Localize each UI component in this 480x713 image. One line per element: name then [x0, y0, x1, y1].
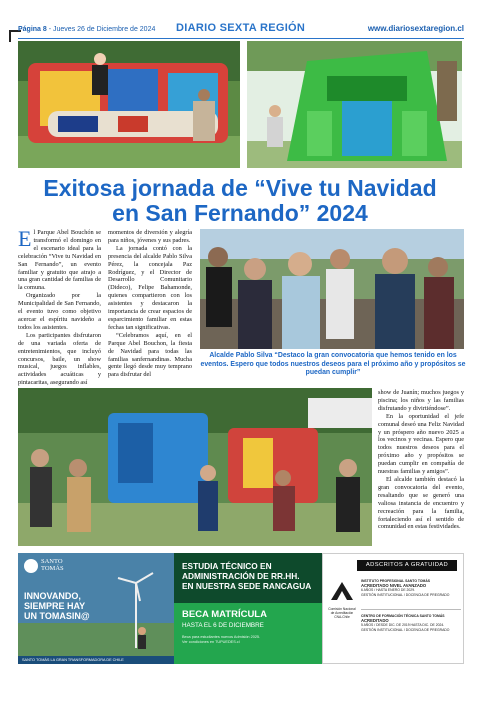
gratuidad-tag: ADSCRITOS A GRATUIDAD — [357, 560, 457, 571]
paragraph: momentos de diversión y alegría para niños, jóvenes y sus padres. — [108, 229, 192, 244]
drop-cap: E — [18, 226, 32, 251]
ad-headline — [182, 561, 311, 591]
article-column-1 — [18, 226, 101, 387]
ip-line-2: ACREDITADO NIVEL AVANZADO — [361, 582, 427, 588]
brand-line-2: TOMÁS — [41, 565, 64, 572]
santo-tomas-logo-icon — [24, 559, 38, 573]
paragraph: El alcalde también destacó la gran convocatoria del evento, resaltando que se generó una valiosa instancia de encuentro y recreación para la familia, fortaleciendo así el sentido de comunidad en estas festividades. — [378, 475, 464, 531]
newspaper-name: DIARIO SEXTA REGIÓN — [176, 22, 306, 34]
fineprint-line-2: Ver condiciones en TUPUEDES.cl — [182, 640, 240, 644]
cft-line-2: ACREDITADO — [361, 617, 389, 623]
cft-line-4: GESTIÓN INSTITUCIONAL / DOCENCIA DE PREGRADO — [361, 627, 450, 632]
cna-logo — [327, 580, 357, 619]
ip-line-1: INSTITUTO PROFESIONAL SANTO TOMÁS — [361, 579, 431, 583]
ad-accreditation-panel — [322, 553, 464, 664]
cft-line-1: CENTRO DE FORMACIÓN TÉCNICA SANTO TOMÁS — [361, 614, 445, 618]
headline-line-1: Exitosa jornada de “Vive tu Navidad — [43, 175, 437, 201]
paragraph: La jornada contó con la presencia del alcalde Pablo Silva Pérez, la concejala Paz Rodríguez, y el Director de Desarrollo Comunitario (Dideco), Felipe Bahamonde, quienes compartieron con los asistentes y destacaron la importancia de crear espacios de esparcimiento familiar en estas fechas tan significativas. — [108, 244, 192, 331]
ad-brand — [41, 558, 64, 572]
ad-beca-box — [174, 603, 322, 664]
photo-mayor-with-crowd — [200, 229, 464, 349]
paragraph: Organizado por la Municipalidad de San Fernando, el evento tuvo como objetivo acercar el espíritu navideño a todos los asistentes. — [18, 292, 101, 331]
paragraph: En la oportunidad el jefe comunal deseó una Feliz Navidad y un próspero año nuevo 2025 a los vecinos y vecinas. Espero que todos nuestros deseos para el próximo año y propósitos se puedan cumplir en compañía de nuestras familias y amigos”. — [378, 412, 464, 476]
beca-title: BECA MATRÍCULA — [182, 609, 267, 620]
headline-line-3: EN NUESTRA SEDE RANCAGUA — [182, 581, 312, 591]
ip-line-3: 6 AÑOS / HASTA ENERO DE 2029. — [361, 588, 416, 593]
cft-line-3: 5 AÑOS / DESDE DIC. DE 2019 HASTA DIC. DE 2024. — [361, 623, 445, 628]
cna-line-3: CNA-Chile — [334, 615, 350, 619]
headline-line-1: ESTUDIA TÉCNICO EN — [182, 561, 272, 571]
page-info: Página 8 - Jueves 26 de Diciembre de 2024 — [18, 26, 156, 33]
cna-line-2: de Acreditación — [330, 611, 354, 615]
paragraph: “Celebramos aquí, en el Parque Abel Bouchon, la fiesta de Navidad para todas las familias sanfernandinas. Mucha gente llegó desde muy temprano para disfrutar del — [108, 331, 192, 379]
cna-text — [327, 607, 357, 619]
cna-line-1: Comisión Nacional — [328, 607, 356, 611]
ad-slogan — [24, 591, 90, 621]
slogan-line-2: SIEMPRE HAY — [24, 601, 86, 611]
website-link[interactable]: www.diariosextaregion.cl — [367, 24, 464, 33]
ad-fineprint — [182, 635, 260, 645]
fineprint-line-1: Beca para estudiantes nuevos Admisión 2025. — [182, 635, 261, 639]
article-headline — [0, 176, 480, 226]
article-column-2 — [108, 229, 192, 379]
beca-date: HASTA EL 6 DE DICIEMBRE — [182, 622, 264, 629]
paragraph: Los participantes disfrutaron de una variada oferta de entretenimientos, que incluyó concursos, baile, un show musical, juegos inflables, actividades acuáticas y pintacaritas, asegurando así — [18, 331, 101, 387]
headline-line-2: en San Fernando” 2024 — [112, 200, 368, 226]
article-column-3 — [378, 389, 464, 531]
ip-accreditation — [361, 579, 461, 597]
photo-inflatable-bouncer — [18, 41, 240, 168]
photo-caption: Alcalde Pablo Silva “Destaco la gran convocatoria que hemos tenido en los eventos. Espero que todos nuestros deseos para el próximo año y propósitos se puedan cumplir” — [200, 352, 466, 377]
headline-line-2: ADMINISTRACIÓN DE RR.HH. — [182, 571, 300, 581]
header-rule — [18, 38, 464, 39]
ad-course-panel — [174, 553, 322, 664]
cna-mountain-icon — [327, 580, 357, 602]
santo-tomas-advertisement[interactable] — [18, 553, 464, 664]
photo-families-at-park — [18, 388, 372, 546]
ad-bottom-strip: SANTO TOMÁS LA GRAN TRANSFORMADORA DE CHILE — [18, 656, 174, 664]
accreditation-divider — [361, 609, 461, 610]
ad-image-panel — [18, 553, 174, 664]
paragraph: l Parque Abel Bouchón se transformó el domingo en el escenario ideal para la celebración “Vive tu Navidad en San Fernando”, un evento familiar y gratuito que atrajo a una gran cantidad de familias de la comuna. — [18, 229, 101, 292]
ip-line-4: GESTIÓN INSTITUCIONAL / DOCENCIA DE PREGRADO — [361, 592, 450, 597]
slogan-line-3: UN TOMASIN@ — [24, 611, 90, 621]
paragraph: show de Juanín; muchos juegos y piscina; los niños y las familias disfrutando y divirtiéndose”. — [378, 389, 464, 412]
photo-green-inflatable-slide — [247, 41, 462, 168]
slogan-line-1: INNOVANDO, — [24, 591, 81, 601]
page-header — [18, 22, 464, 38]
brand-line-1: SANTO — [41, 558, 63, 565]
cft-accreditation — [361, 614, 461, 632]
